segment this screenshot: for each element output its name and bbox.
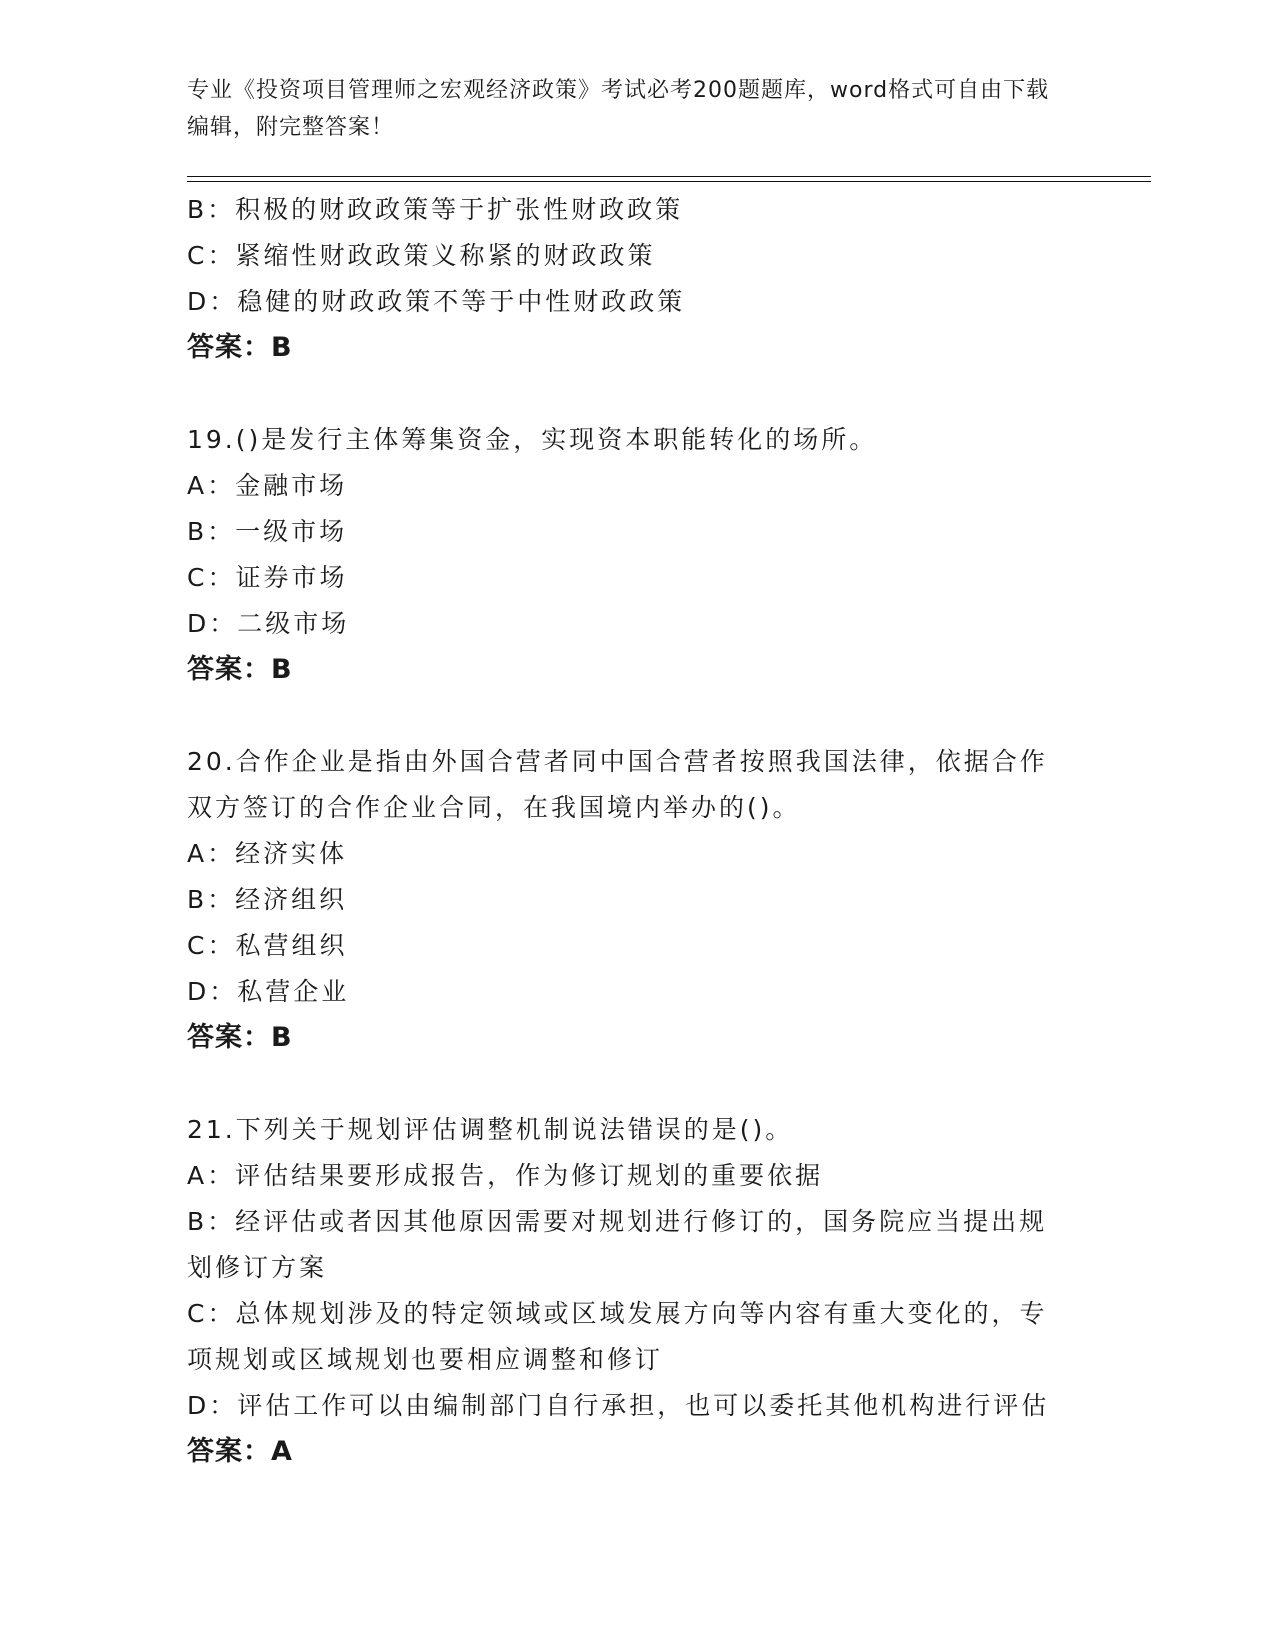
option-a: A：金融市场 — [187, 471, 348, 500]
question-20 — [187, 739, 1067, 1061]
question-stem: 21.下列关于规划评估调整机制说法错误的是()。 — [187, 1115, 794, 1144]
option-b: B：一级市场 — [187, 517, 348, 546]
option-b: B：经济组织 — [187, 885, 348, 914]
option-d: D：稳健的财政政策不等于中性财政政策 — [187, 287, 686, 316]
question-stem: 20.合作企业是指由外国合营者同中国合营者按照我国法律，依据合作双方签订的合作企业合同，在我国境内举办的()。 — [187, 747, 1048, 822]
option-a: A：评估结果要形成报告，作为修订规划的重要依据 — [187, 1161, 824, 1190]
option-d: D：评估工作可以由编制部门自行承担，也可以委托其他机构进行评估 — [187, 1391, 1050, 1420]
option-d: D：私营企业 — [187, 977, 350, 1006]
question-stem: 19.()是发行主体筹集资金，实现资本职能转化的场所。 — [187, 425, 878, 454]
question-19 — [187, 417, 1067, 693]
option-c: C：总体规划涉及的特定领域或区域发展方向等内容有重大变化的，专项规划或区域规划也要相应调整和修订 — [187, 1299, 1048, 1374]
header-divider-top — [187, 176, 1151, 177]
answer: 答案：B — [187, 1022, 293, 1053]
document-body — [187, 187, 1067, 1521]
option-d: D：二级市场 — [187, 609, 350, 638]
question-18-continuation — [187, 187, 1067, 371]
option-b: B：经评估或者因其他原因需要对规划进行修订的，国务院应当提出规划修订方案 — [187, 1207, 1048, 1282]
option-a: A：经济实体 — [187, 839, 348, 868]
header-divider-bottom — [187, 181, 1151, 182]
option-b: B：积极的财政政策等于扩张性财政政策 — [187, 195, 684, 224]
question-21 — [187, 1107, 1067, 1475]
option-c: C：紧缩性财政政策义称紧的财政政策 — [187, 241, 656, 270]
document-header: 专业《投资项目管理师之宏观经济政策》考试必考200题题库，word格式可自由下载编辑，附完整答案！ — [187, 78, 1050, 140]
answer: 答案：B — [187, 332, 293, 363]
answer: 答案：A — [187, 1436, 293, 1467]
answer: 答案：B — [187, 654, 293, 685]
option-c: C：私营组织 — [187, 931, 348, 960]
option-c: C：证券市场 — [187, 563, 348, 592]
